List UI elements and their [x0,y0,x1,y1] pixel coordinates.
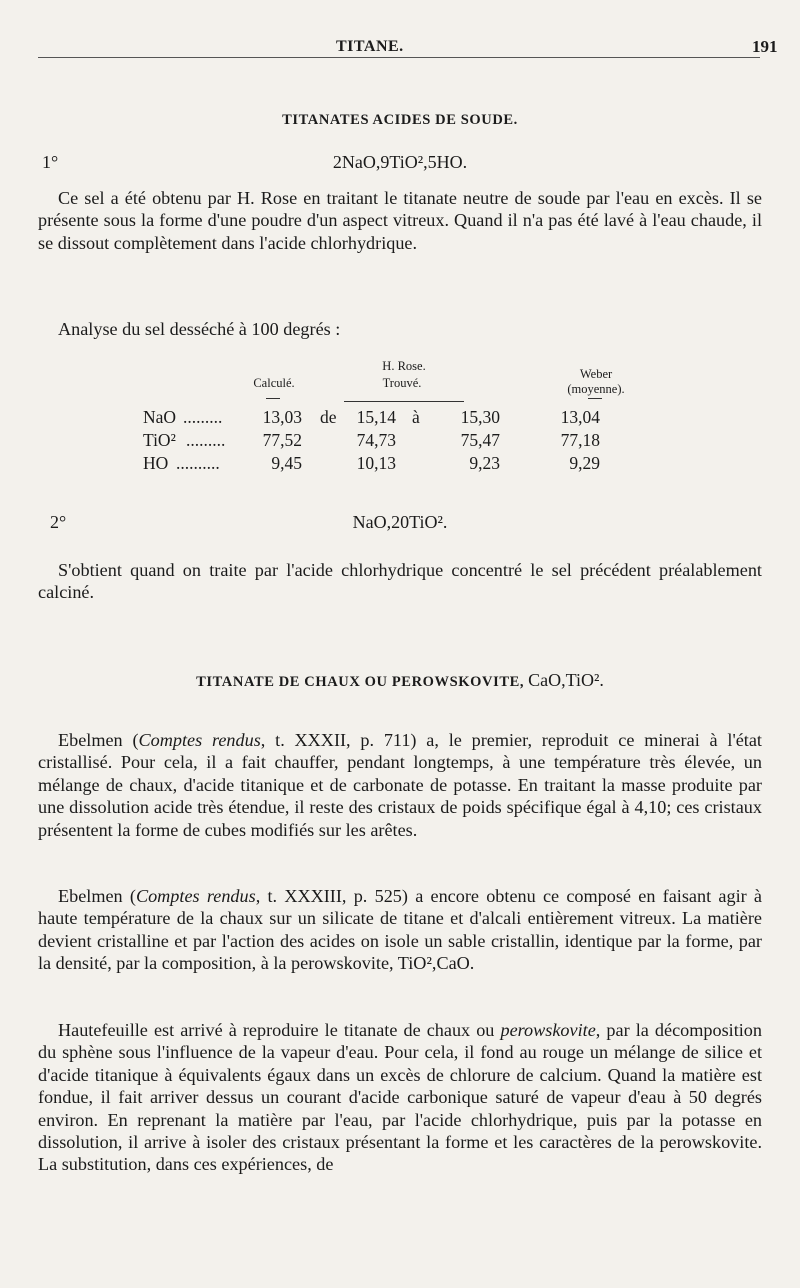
formula-1: 2NaO,9TiO²,5HO. [332,152,468,172]
row-label: TiO² [143,430,176,450]
row-label: HO [143,453,169,473]
value-weber: 77,18 [560,430,600,450]
paragraph-ebelmen-2 [38,885,762,975]
item-marker-1: 1° [42,152,59,172]
text-de: de [320,407,337,427]
value-trouve-min: 74,73 [356,430,396,450]
section-title-formula: CaO,TiO². [528,670,604,690]
text-run: , t. XXXIII, p. 525) a encore obtenu ce composé en faisant agir à haute température de la chaux sur un silicate de titane et d'alcali entièrement vitreux. La matière devient cristalline et par l'action des acides on isole un sable cristallin, identique par la forme, par la densité, par la composition, à la perowskovite, TiO²,CaO. [38,886,762,974]
value-calcule: 9,45 [271,453,302,473]
text-run: Ebelmen ( [58,886,136,906]
header-trouve: Trouvé. [382,376,422,390]
section-title-perowskovite [0,670,800,691]
header-rule [38,57,760,58]
section-title-titanates-acides: TITANATES ACIDES DE SOUDE. [282,112,518,128]
formula-2: NaO,20TiO². [352,512,448,532]
paragraph-hautefeuille [38,1019,762,1176]
header-bracket-trouve [344,401,464,402]
value-weber: 9,29 [569,453,600,473]
text-run: , t. XXXII, p. 711) a, le premier, reproduit ce minerai à l'état cristallisé. Pour cela, il a fait chauffer, pendant longtemps, à une température très élevée, un mélange de chaux, d'acide titanique et de carbonate de potasse. En traitant la masse produite par une dissolution acide très étendue, il reste des cristaux de poids spécifique égal à 4,10; ces cristaux présentent la forme de cubes modifiés sur les arêtes. [38,730,762,840]
value-trouve-min: 10,13 [356,453,396,473]
text-run: , par la décomposition du sphène sous l'influence de la vapeur d'eau. Pour cela, il fond au rouge un mélange de silice et d'acide titanique à équivalents égaux dans un excès de chlorure de calcium. Quand la matière est fondue, il fait arriver dessus un courant d'acide carbonique saturé de vapeur d'eau à 50 degrés environ. En reprenant la matière par l'eau, par l'acide chlorhydrique, puis par la potasse en dissolution, il arrive à isoler des cristaux présentant la forme et les caractères de la perowskovite. La substitution, dans ces expériences, de [38,1020,762,1175]
header-weber: Weber [579,367,613,381]
header-dash-calcule [266,398,280,399]
paragraph-calcine [38,559,762,604]
header-h-rose: H. Rose. [382,359,426,373]
row-dots: .......... [176,453,220,473]
row-dots: ......... [186,430,226,450]
text-run: Hautefeuille est arrivé à reproduire le titanate de chaux ou [58,1020,501,1040]
value-calcule: 77,52 [262,430,302,450]
header-calcule: Calculé. [253,376,295,390]
paragraph-analyse-text: Analyse du sel desséché à 100 degrés : [58,319,341,339]
row-label: NaO [143,407,177,427]
header-dash-weber [588,398,602,399]
paragraph-rose-text: Ce sel a été obtenu par H. Rose en traitant le titanate neutre de soude par l'eau en excès. Il se présente sous la forme d'une poudre d'un aspect vitreux. Quand il n'a pas été lavé à l'eau chaude, il se dissout complètement dans l'acide chlorhydrique. [38,188,762,253]
citation-comptes-rendus: Comptes rendus [135,886,256,906]
paragraph-calcine-text: S'obtient quand on traite par l'acide chlorhydrique concentré le sel précédent préalablement calciné. [38,560,762,603]
header-moyenne: (moyenne). [567,382,625,396]
value-trouve-max: 75,47 [460,430,500,450]
value-trouve-max: 15,30 [460,407,500,427]
row-dots: ......... [183,407,223,427]
value-weber: 13,04 [560,407,600,427]
text-run: Ebelmen ( [58,730,139,750]
value-trouve-max: 9,23 [469,453,500,473]
term-perowskovite: perowskovite [500,1020,596,1040]
citation-comptes-rendus: Comptes rendus [138,730,261,750]
paragraph-ebelmen-1 [38,729,762,841]
section-title-main: TITANATE DE CHAUX OU PEROWSKOVITE, [196,674,525,690]
page-number: 191 [752,37,778,56]
value-trouve-min: 15,14 [356,407,396,427]
running-header-title: TITANE. [336,38,404,55]
paragraph-analyse [38,318,762,340]
paragraph-rose [38,187,762,254]
value-calcule: 13,03 [262,407,302,427]
item-marker-2: 2° [50,512,67,532]
text-a: à [412,407,420,427]
